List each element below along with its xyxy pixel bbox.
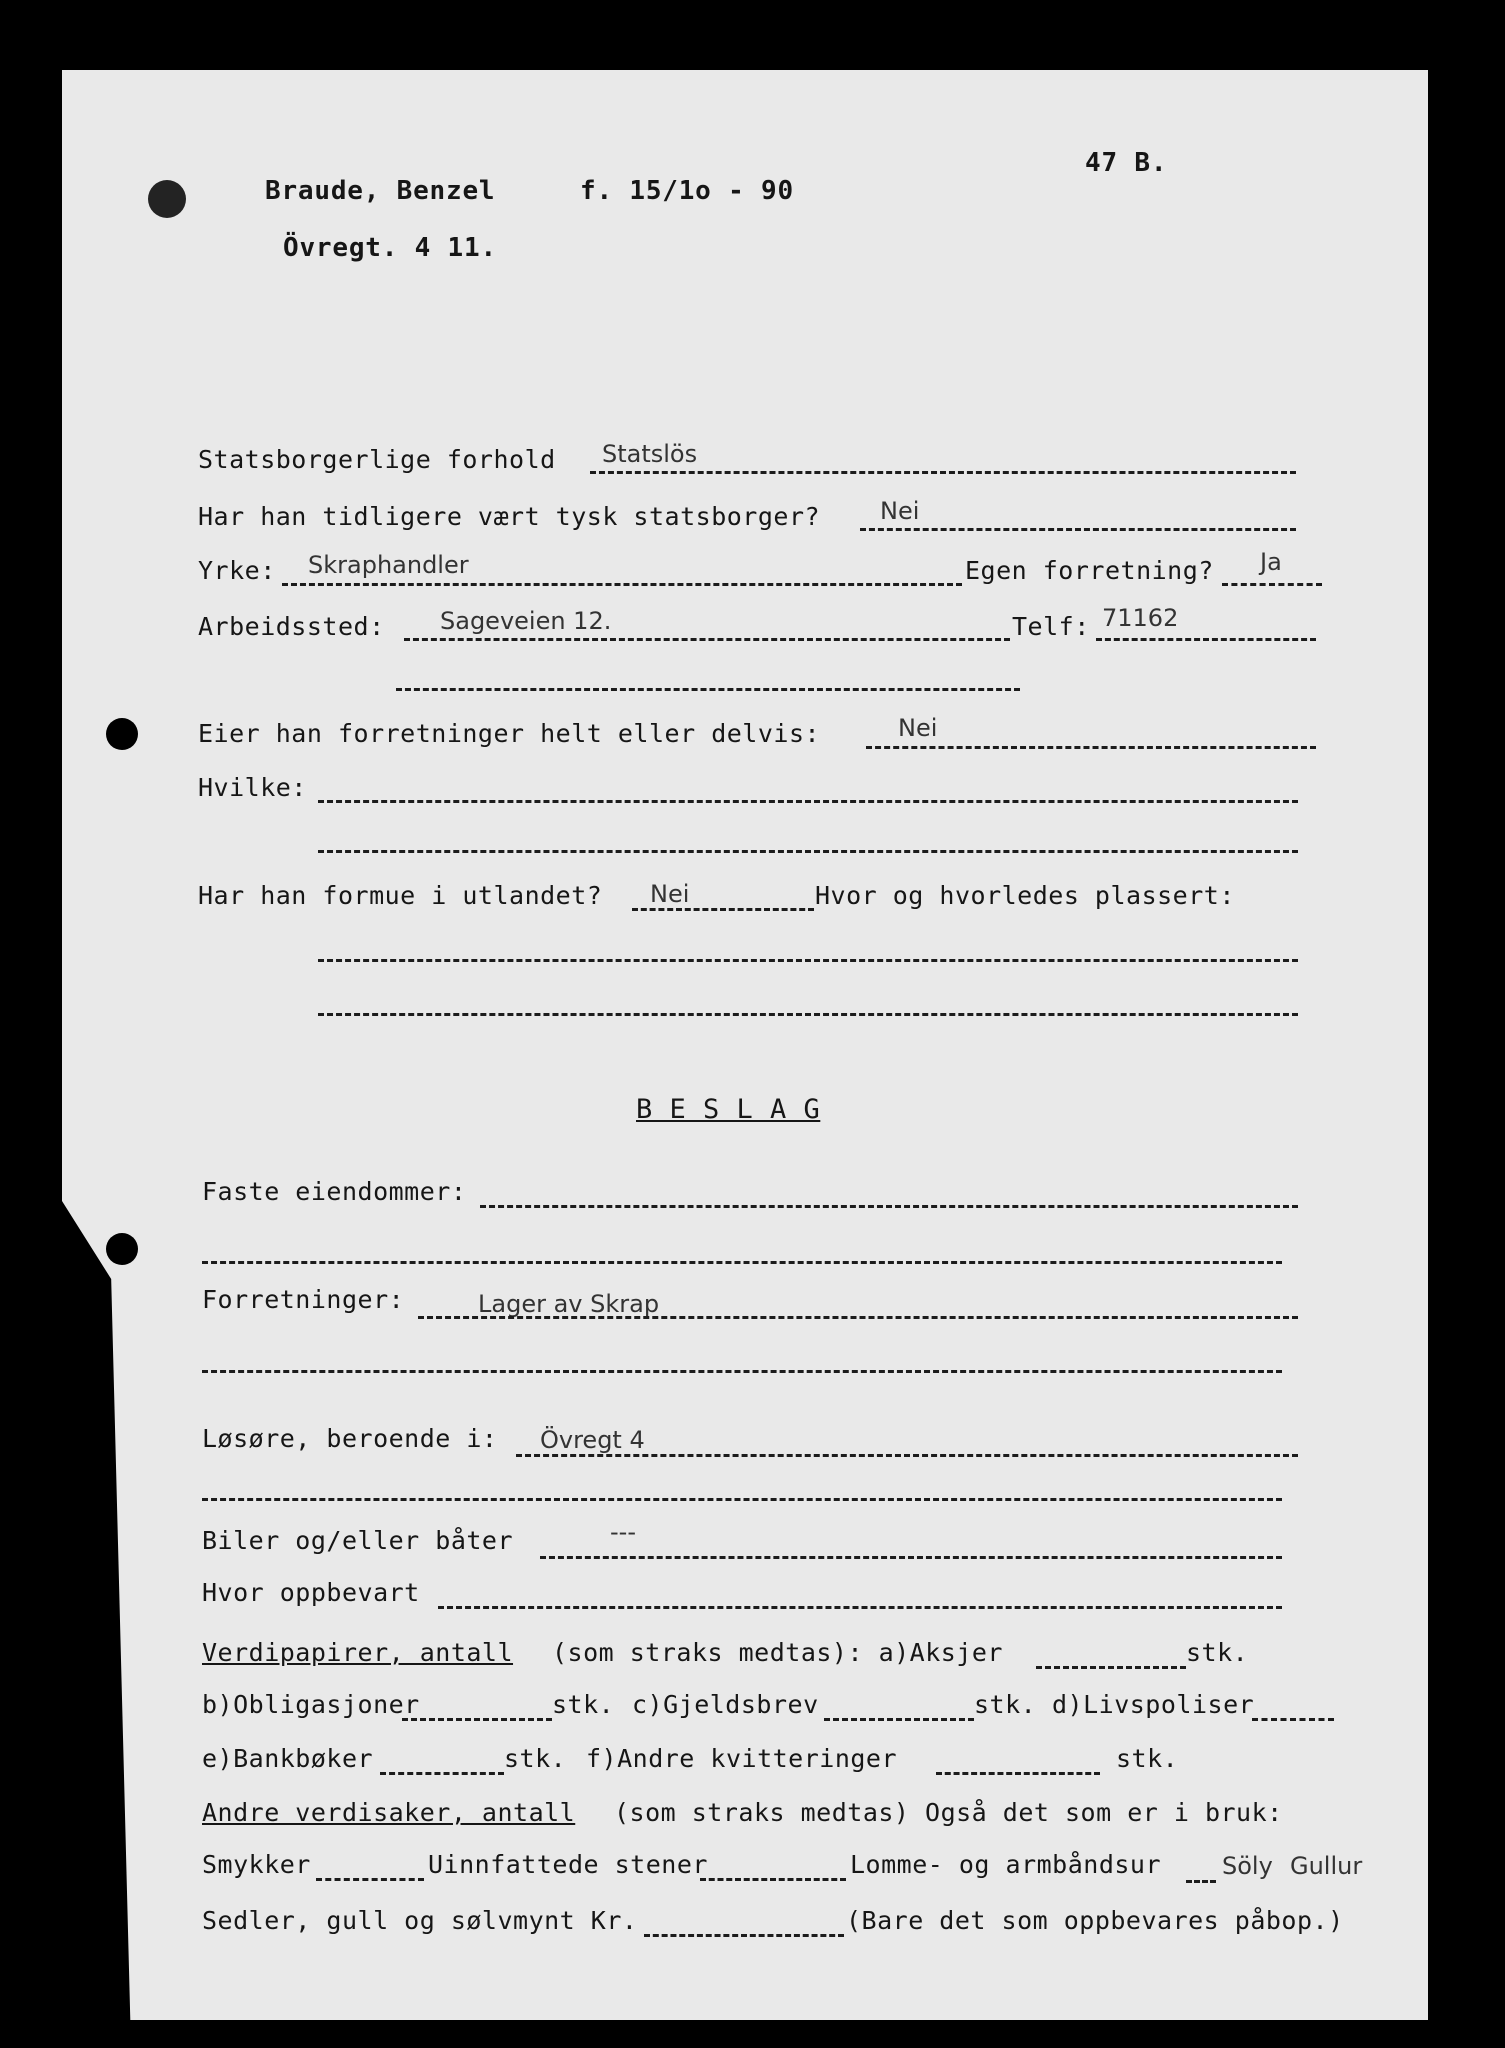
other-receipts-label: f)Andre kvitteringer xyxy=(586,1744,898,1773)
vehicles-label: Biler og/eller båter xyxy=(202,1526,514,1555)
workplace-label: Arbeidssted: xyxy=(198,612,385,641)
fill-line xyxy=(316,1878,424,1881)
former-german-value: Nei xyxy=(880,497,920,525)
stk-label: stk. xyxy=(552,1690,615,1719)
fill-line xyxy=(282,583,962,586)
notes-coins-note: (Bare det som oppbevares påbop.) xyxy=(846,1906,1344,1935)
fill-line xyxy=(632,908,814,911)
own-business-value: Ja xyxy=(1260,548,1282,576)
citizenship-value: Statslös xyxy=(602,440,698,468)
fill-line xyxy=(202,1261,1282,1264)
life-policies-label: d)Livspoliser xyxy=(1052,1690,1255,1719)
fill-line xyxy=(396,688,1020,691)
own-business-label: Egen forretning? xyxy=(965,556,1214,585)
jewelry-label: Smykker xyxy=(202,1850,311,1879)
fill-line xyxy=(700,1878,846,1881)
workplace-value: Sageveien 12. xyxy=(440,607,612,635)
movables-label: Løsøre, beroende i: xyxy=(202,1424,498,1453)
fill-line xyxy=(1186,1880,1216,1883)
fill-line xyxy=(1096,638,1316,641)
watches-label: Lomme- og armbåndsur xyxy=(850,1850,1162,1879)
businesses-label: Forretninger: xyxy=(202,1285,405,1314)
occupation-value: Skraphandler xyxy=(308,551,469,579)
which-label: Hvilke: xyxy=(198,773,307,802)
other-valuables-label: Andre verdisaker, antall xyxy=(202,1798,576,1827)
fill-line xyxy=(866,746,1316,749)
fill-line xyxy=(824,1718,974,1721)
real-estate-label: Faste eiendommer: xyxy=(202,1177,467,1206)
phone-label: Telf: xyxy=(1012,612,1090,641)
gold-watch-value: Gullur xyxy=(1290,1852,1363,1880)
stk-label: stk. xyxy=(1186,1638,1249,1667)
fill-line xyxy=(516,1454,1298,1457)
fill-line xyxy=(590,471,1296,474)
fill-line xyxy=(1036,1666,1186,1669)
vehicles-value: --- xyxy=(610,1518,636,1546)
stored-label: Hvor oppbevart xyxy=(202,1578,420,1607)
fill-line xyxy=(936,1772,1100,1775)
stk-label: stk. xyxy=(504,1744,567,1773)
debt-papers-label: c)Gjeldsbrev xyxy=(632,1690,819,1719)
bank-books-label: e)Bankbøker xyxy=(202,1744,374,1773)
unset-stones-label: Uinnfattede stener xyxy=(428,1850,708,1879)
bonds-label: b)Obligasjoner xyxy=(202,1690,420,1719)
phone-value: 71162 xyxy=(1102,604,1179,632)
citizenship-label: Statsborgerlige forhold xyxy=(198,445,556,474)
page-reference: 47 B. xyxy=(1085,148,1168,178)
fill-line xyxy=(644,1934,844,1937)
fill-line xyxy=(318,1013,1298,1016)
punch-hole xyxy=(106,1233,138,1265)
where-placed-label: Hvor og hvorledes plassert: xyxy=(815,881,1235,910)
assets-abroad-value: Nei xyxy=(650,880,690,908)
stk-label: stk. xyxy=(974,1690,1037,1719)
address: Övregt. 4 11. xyxy=(283,233,497,263)
owns-business-value: Nei xyxy=(898,714,938,742)
person-name: Braude, Benzel xyxy=(265,176,496,206)
fill-line xyxy=(318,959,1298,962)
fill-line xyxy=(418,1316,1298,1319)
silver-watch-value: Söly xyxy=(1222,1852,1273,1880)
securities-note: (som straks medtas): a)Aksjer xyxy=(552,1638,1003,1667)
document-page xyxy=(62,70,1428,2020)
fill-line xyxy=(860,528,1296,531)
punch-hole xyxy=(148,180,186,218)
punch-hole xyxy=(106,718,138,750)
fill-line xyxy=(438,1606,1282,1609)
fill-line xyxy=(380,1772,504,1775)
fill-line xyxy=(202,1498,1282,1501)
stk-label: stk. xyxy=(1116,1744,1179,1773)
former-german-label: Har han tidligere vært tysk statsborger? xyxy=(198,502,821,531)
assets-abroad-label: Har han formue i utlandet? xyxy=(198,881,603,910)
fill-line xyxy=(480,1205,1298,1208)
movables-value: Övregt 4 xyxy=(540,1426,645,1454)
fill-line xyxy=(318,850,1298,853)
owns-business-label: Eier han forretninger helt eller delvis: xyxy=(198,719,821,748)
fill-line xyxy=(540,1556,1282,1559)
fill-line xyxy=(318,800,1298,803)
fill-line xyxy=(202,1370,1282,1373)
fill-line xyxy=(1252,1718,1334,1721)
other-valuables-note: (som straks medtas) Også det som er i bruk: xyxy=(614,1798,1283,1827)
fill-line xyxy=(404,638,1010,641)
fill-line xyxy=(402,1718,552,1721)
notes-coins-label: Sedler, gull og sølvmynt Kr. xyxy=(202,1906,638,1935)
seizure-heading: B E S L A G xyxy=(636,1094,821,1125)
securities-label: Verdipapirer, antall xyxy=(202,1638,514,1667)
businesses-value: Lager av Skrap xyxy=(478,1290,660,1318)
occupation-label: Yrke: xyxy=(198,556,276,585)
fill-line xyxy=(1222,583,1322,586)
birth-date: f. 15/1o - 90 xyxy=(580,176,794,206)
